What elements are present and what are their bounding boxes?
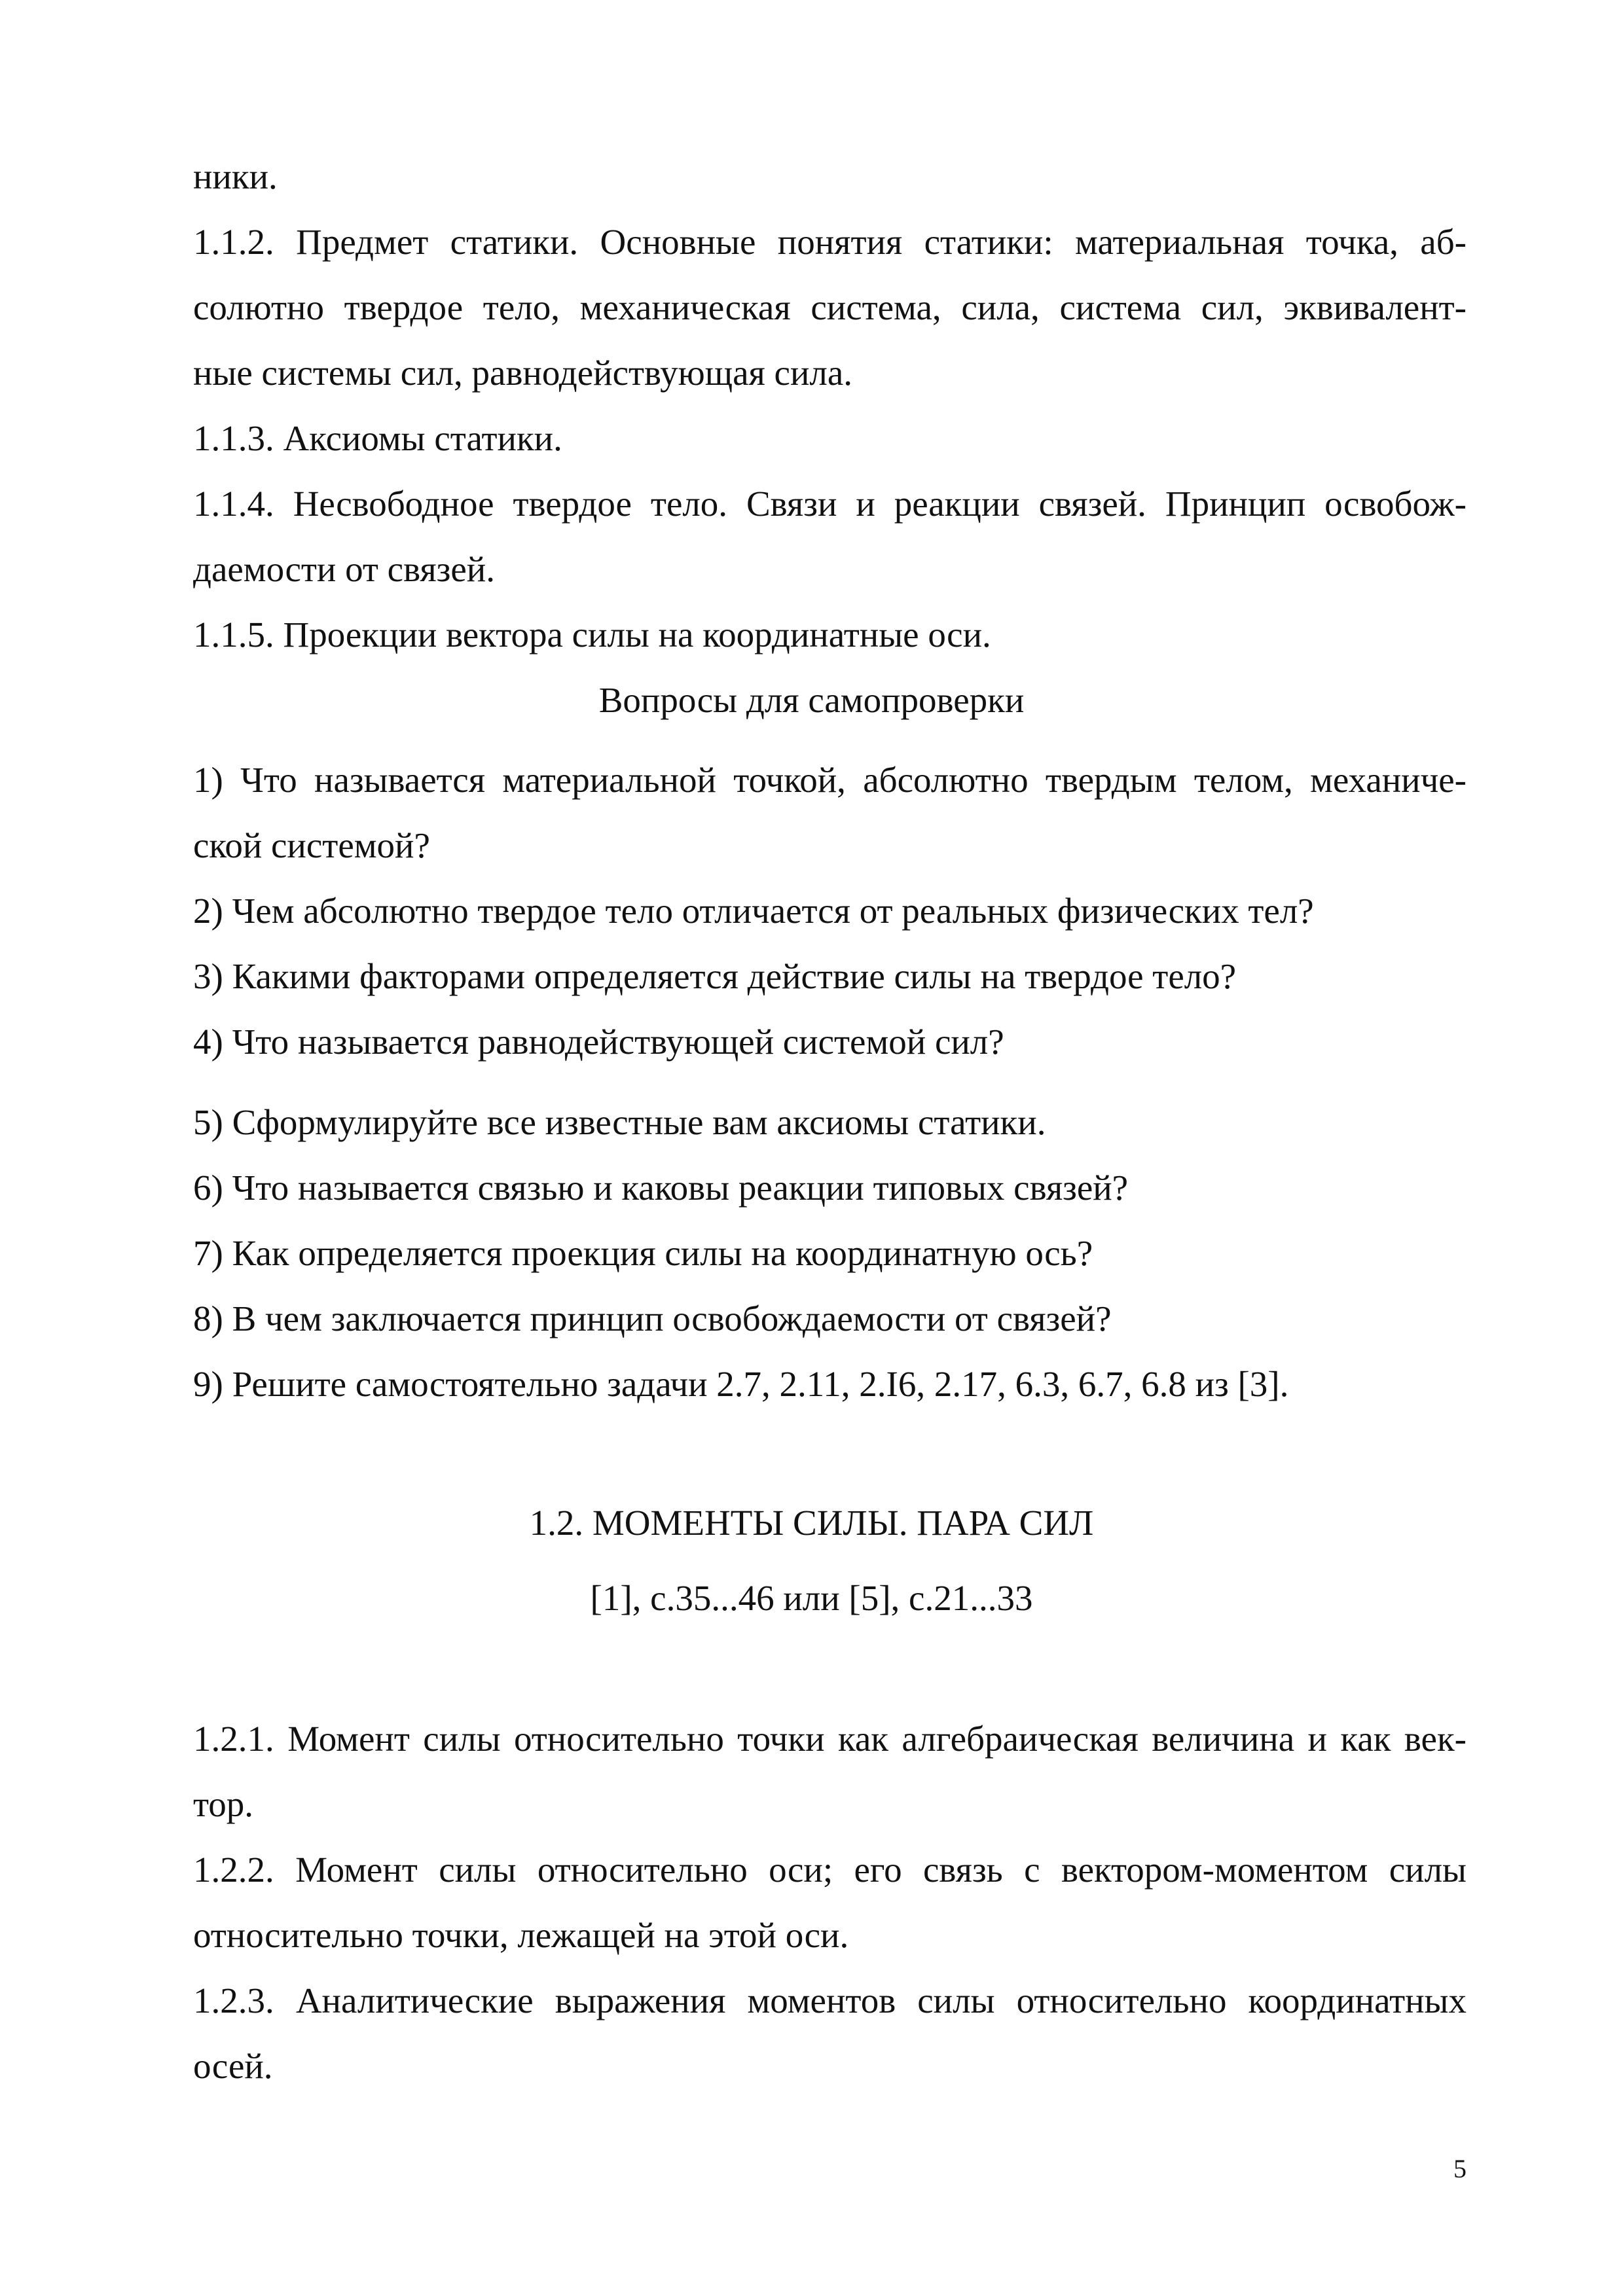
question-line: 8) В чем заключается принцип освобождаемости от связей?	[193, 1299, 1112, 1338]
text-line: 1.1.3. Аксиомы статики.	[193, 418, 562, 458]
text-line: ные системы сил, равнодействующая сила.	[193, 353, 852, 393]
question-line: 1) Что называется материальной точкой, абсолютно твердым телом, механиче-	[193, 760, 1467, 800]
section-title: 1.2. МОМЕНТЫ СИЛЫ. ПАРА СИЛ	[529, 1503, 1094, 1543]
text-line: осей.	[193, 2046, 273, 2086]
text-line: 1.2.1. Момент силы относительно точки как алгебраическая величина и как век-	[193, 1719, 1467, 1759]
text-line: относительно точки, лежащей на этой оси.	[193, 1915, 849, 1955]
text-line: даемости от связей.	[193, 549, 495, 589]
text-line: 1.1.5. Проекции вектора силы на координатные оси.	[193, 615, 991, 655]
question-line: 9) Решите самостоятельно задачи 2.7, 2.11, 2.I6, 2.17, 6.3, 6.7, 6.8 из [3].	[193, 1364, 1289, 1404]
question-line: 2) Чем абсолютно твердое тело отличается от реальных физических тел?	[193, 891, 1314, 931]
question-line: 5) Сформулируйте все известные вам аксиомы статики.	[193, 1102, 1046, 1142]
text-line: солютно твердое тело, механическая система, сила, система сил, эквивалент-	[193, 287, 1467, 327]
self-check-heading: Вопросы для самопроверки	[598, 680, 1025, 720]
question-line: 6) Что называется связью и каковы реакции типовых связей?	[193, 1168, 1129, 1208]
section-reference: [1], с.35...46 или [5], с.21...33	[590, 1578, 1033, 1618]
text-line: 1.2.2. Момент силы относительно оси; его связь с вектором-моментом силы	[193, 1850, 1467, 1890]
text-line: 1.1.4. Несвободное твердое тело. Связи и реакции связей. Принцип освобож-	[193, 484, 1467, 524]
question-line: ской системой?	[193, 825, 430, 865]
page-number: 5	[1453, 2154, 1467, 2183]
question-line: 7) Как определяется проекция силы на координатную ось?	[193, 1233, 1093, 1273]
text-line: ники.	[193, 156, 278, 196]
text-line: 1.2.3. Аналитические выражения моментов силы относительно координатных	[193, 1981, 1467, 2020]
question-line: 3) Какими факторами определяется действие силы на твердое тело?	[193, 956, 1237, 996]
question-line: 4) Что называется равнодействующей системой сил?	[193, 1022, 1004, 1062]
text-line: тор.	[193, 1784, 254, 1824]
text-line: 1.1.2. Предмет статики. Основные понятия статики: материальная точка, аб-	[193, 222, 1467, 262]
